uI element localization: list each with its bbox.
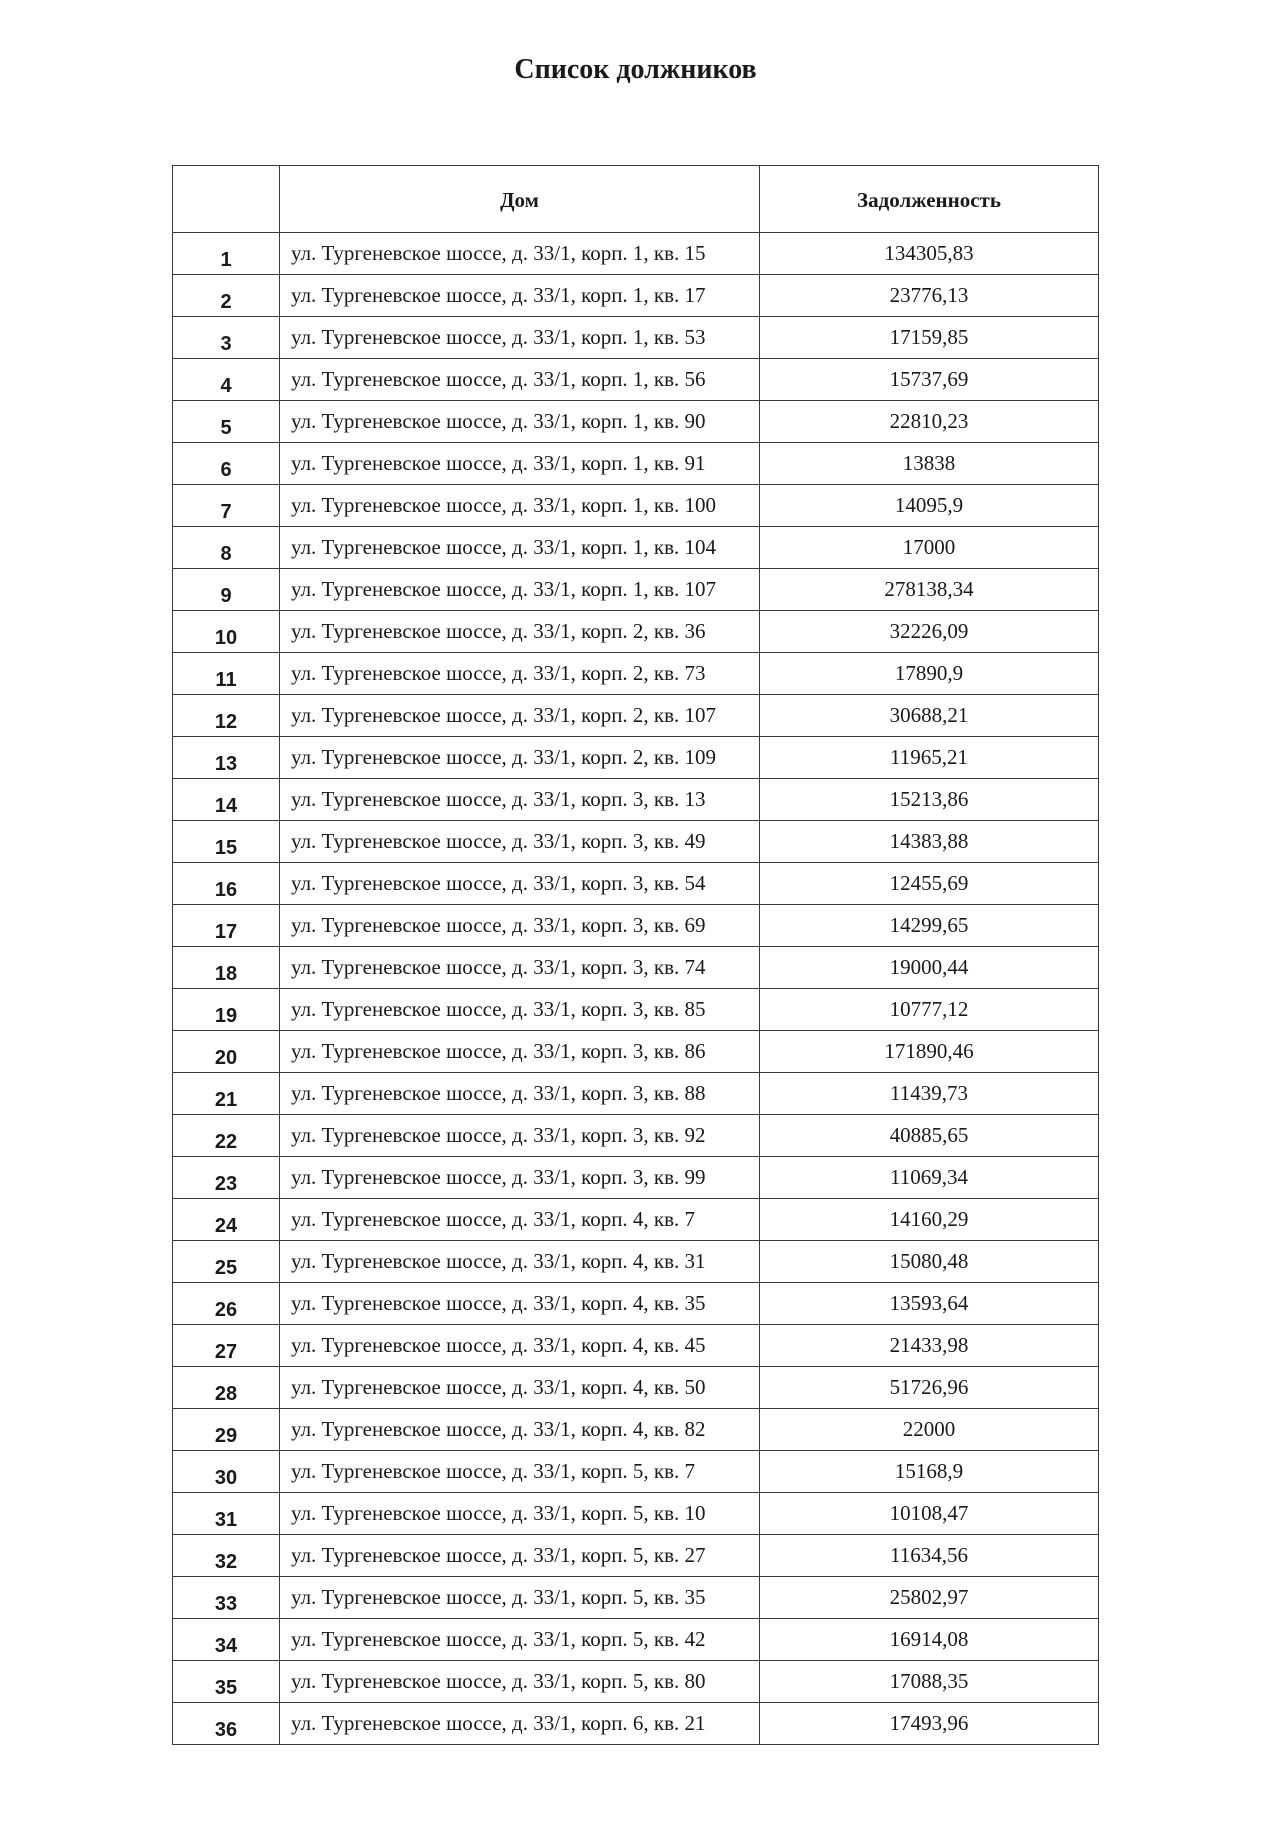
row-address: ул. Тургеневское шоссе, д. 33/1, корп. 4, кв. 7 (280, 1199, 760, 1241)
row-debt: 10108,47 (760, 1493, 1099, 1535)
table-row (173, 317, 1099, 359)
row-number: 17 (173, 905, 280, 947)
row-number: 4 (173, 359, 280, 401)
row-address: ул. Тургеневское шоссе, д. 33/1, корп. 1, кв. 91 (280, 443, 760, 485)
table-row (173, 485, 1099, 527)
table-row (173, 737, 1099, 779)
row-debt: 17890,9 (760, 653, 1099, 695)
row-debt: 134305,83 (760, 233, 1099, 275)
table-row (173, 1367, 1099, 1409)
table-row (173, 1157, 1099, 1199)
table-row (173, 1577, 1099, 1619)
row-number: 15 (173, 821, 280, 863)
row-debt: 32226,09 (760, 611, 1099, 653)
row-address: ул. Тургеневское шоссе, д. 33/1, корп. 1, кв. 56 (280, 359, 760, 401)
row-number: 18 (173, 947, 280, 989)
row-address: ул. Тургеневское шоссе, д. 33/1, корп. 3, кв. 54 (280, 863, 760, 905)
row-debt: 15168,9 (760, 1451, 1099, 1493)
table-row (173, 569, 1099, 611)
row-debt: 15213,86 (760, 779, 1099, 821)
row-debt: 11439,73 (760, 1073, 1099, 1115)
row-number: 35 (173, 1661, 280, 1703)
row-debt: 23776,13 (760, 275, 1099, 317)
row-address: ул. Тургеневское шоссе, д. 33/1, корп. 2, кв. 73 (280, 653, 760, 695)
table-row (173, 821, 1099, 863)
row-number: 7 (173, 485, 280, 527)
row-address: ул. Тургеневское шоссе, д. 33/1, корп. 4, кв. 45 (280, 1325, 760, 1367)
table-row (173, 863, 1099, 905)
row-address: ул. Тургеневское шоссе, д. 33/1, корп. 1, кв. 104 (280, 527, 760, 569)
row-address: ул. Тургеневское шоссе, д. 33/1, корп. 4, кв. 82 (280, 1409, 760, 1451)
row-number: 34 (173, 1619, 280, 1661)
row-address: ул. Тургеневское шоссе, д. 33/1, корп. 1, кв. 53 (280, 317, 760, 359)
row-address: ул. Тургеневское шоссе, д. 33/1, корп. 5, кв. 35 (280, 1577, 760, 1619)
row-address: ул. Тургеневское шоссе, д. 33/1, корп. 3, кв. 49 (280, 821, 760, 863)
row-number: 29 (173, 1409, 280, 1451)
row-debt: 17159,85 (760, 317, 1099, 359)
table-row (173, 611, 1099, 653)
row-address: ул. Тургеневское шоссе, д. 33/1, корп. 4, кв. 35 (280, 1283, 760, 1325)
row-number: 27 (173, 1325, 280, 1367)
row-address: ул. Тургеневское шоссе, д. 33/1, корп. 3, кв. 88 (280, 1073, 760, 1115)
row-address: ул. Тургеневское шоссе, д. 33/1, корп. 4, кв. 31 (280, 1241, 760, 1283)
row-number: 36 (173, 1703, 280, 1745)
row-debt: 171890,46 (760, 1031, 1099, 1073)
table-row (173, 1661, 1099, 1703)
row-number: 12 (173, 695, 280, 737)
row-debt: 40885,65 (760, 1115, 1099, 1157)
table-row (173, 1325, 1099, 1367)
row-debt: 15737,69 (760, 359, 1099, 401)
table-row (173, 1031, 1099, 1073)
table-row (173, 233, 1099, 275)
table-row (173, 779, 1099, 821)
row-debt: 14160,29 (760, 1199, 1099, 1241)
row-number: 20 (173, 1031, 280, 1073)
table-row (173, 275, 1099, 317)
table-row (173, 1493, 1099, 1535)
row-number: 28 (173, 1367, 280, 1409)
row-address: ул. Тургеневское шоссе, д. 33/1, корп. 5, кв. 10 (280, 1493, 760, 1535)
row-address: ул. Тургеневское шоссе, д. 33/1, корп. 5, кв. 42 (280, 1619, 760, 1661)
table-row (173, 1073, 1099, 1115)
row-debt: 14383,88 (760, 821, 1099, 863)
row-number: 31 (173, 1493, 280, 1535)
row-number: 10 (173, 611, 280, 653)
row-number: 9 (173, 569, 280, 611)
table-row (173, 1199, 1099, 1241)
row-debt: 30688,21 (760, 695, 1099, 737)
table-row (173, 401, 1099, 443)
table-row (173, 1283, 1099, 1325)
page-title: Список должников (514, 54, 757, 85)
row-number: 6 (173, 443, 280, 485)
table-row (173, 1535, 1099, 1577)
row-address: ул. Тургеневское шоссе, д. 33/1, корп. 3, кв. 85 (280, 989, 760, 1031)
row-address: ул. Тургеневское шоссе, д. 33/1, корп. 5, кв. 80 (280, 1661, 760, 1703)
header-row (173, 166, 1099, 233)
row-number: 26 (173, 1283, 280, 1325)
row-debt: 11634,56 (760, 1535, 1099, 1577)
table-row (173, 989, 1099, 1031)
row-debt: 14095,9 (760, 485, 1099, 527)
header-debt-cell: Задолженность (760, 166, 1099, 233)
row-debt: 13593,64 (760, 1283, 1099, 1325)
table-body (173, 233, 1099, 1745)
row-debt: 17088,35 (760, 1661, 1099, 1703)
row-number: 16 (173, 863, 280, 905)
row-number: 3 (173, 317, 280, 359)
table-row (173, 905, 1099, 947)
row-number: 11 (173, 653, 280, 695)
row-number: 14 (173, 779, 280, 821)
row-address: ул. Тургеневское шоссе, д. 33/1, корп. 3, кв. 69 (280, 905, 760, 947)
row-address: ул. Тургеневское шоссе, д. 33/1, корп. 3, кв. 13 (280, 779, 760, 821)
row-number: 5 (173, 401, 280, 443)
table-row (173, 443, 1099, 485)
row-debt: 22000 (760, 1409, 1099, 1451)
row-address: ул. Тургеневское шоссе, д. 33/1, корп. 3, кв. 86 (280, 1031, 760, 1073)
table-row (173, 1451, 1099, 1493)
row-number: 21 (173, 1073, 280, 1115)
row-number: 23 (173, 1157, 280, 1199)
row-debt: 15080,48 (760, 1241, 1099, 1283)
row-debt: 19000,44 (760, 947, 1099, 989)
row-address: ул. Тургеневское шоссе, д. 33/1, корп. 2, кв. 36 (280, 611, 760, 653)
row-debt: 11069,34 (760, 1157, 1099, 1199)
table-row (173, 1703, 1099, 1745)
row-address: ул. Тургеневское шоссе, д. 33/1, корп. 5, кв. 7 (280, 1451, 760, 1493)
row-debt: 25802,97 (760, 1577, 1099, 1619)
row-number: 30 (173, 1451, 280, 1493)
row-debt: 11965,21 (760, 737, 1099, 779)
row-number: 19 (173, 989, 280, 1031)
row-number: 13 (173, 737, 280, 779)
row-number: 2 (173, 275, 280, 317)
row-debt: 14299,65 (760, 905, 1099, 947)
row-address: ул. Тургеневское шоссе, д. 33/1, корп. 1, кв. 100 (280, 485, 760, 527)
row-address: ул. Тургеневское шоссе, д. 33/1, корп. 1, кв. 90 (280, 401, 760, 443)
table-row (173, 359, 1099, 401)
row-debt: 12455,69 (760, 863, 1099, 905)
row-address: ул. Тургеневское шоссе, д. 33/1, корп. 2, кв. 107 (280, 695, 760, 737)
row-number: 24 (173, 1199, 280, 1241)
table-row (173, 947, 1099, 989)
table-row (173, 653, 1099, 695)
row-debt: 278138,34 (760, 569, 1099, 611)
table-row (173, 1241, 1099, 1283)
row-debt: 10777,12 (760, 989, 1099, 1031)
row-address: ул. Тургеневское шоссе, д. 33/1, корп. 6, кв. 21 (280, 1703, 760, 1745)
table-row (173, 1409, 1099, 1451)
row-address: ул. Тургеневское шоссе, д. 33/1, корп. 2, кв. 109 (280, 737, 760, 779)
row-address: ул. Тургеневское шоссе, д. 33/1, корп. 4, кв. 50 (280, 1367, 760, 1409)
table-header (173, 166, 1099, 233)
row-debt: 17000 (760, 527, 1099, 569)
row-number: 25 (173, 1241, 280, 1283)
table-row (173, 527, 1099, 569)
row-number: 8 (173, 527, 280, 569)
table-row (173, 1619, 1099, 1661)
row-debt: 22810,23 (760, 401, 1099, 443)
row-number: 32 (173, 1535, 280, 1577)
row-debt: 21433,98 (760, 1325, 1099, 1367)
row-number: 33 (173, 1577, 280, 1619)
header-address-cell: Дом (280, 166, 760, 233)
table-row (173, 695, 1099, 737)
row-number: 22 (173, 1115, 280, 1157)
row-address: ул. Тургеневское шоссе, д. 33/1, корп. 1, кв. 17 (280, 275, 760, 317)
row-debt: 51726,96 (760, 1367, 1099, 1409)
row-address: ул. Тургеневское шоссе, д. 33/1, корп. 3, кв. 99 (280, 1157, 760, 1199)
row-address: ул. Тургеневское шоссе, д. 33/1, корп. 3, кв. 92 (280, 1115, 760, 1157)
row-address: ул. Тургеневское шоссе, д. 33/1, корп. 5, кв. 27 (280, 1535, 760, 1577)
row-debt: 13838 (760, 443, 1099, 485)
row-address: ул. Тургеневское шоссе, д. 33/1, корп. 3, кв. 74 (280, 947, 760, 989)
row-address: ул. Тургеневское шоссе, д. 33/1, корп. 1, кв. 15 (280, 233, 760, 275)
table-row (173, 1115, 1099, 1157)
row-debt: 17493,96 (760, 1703, 1099, 1745)
row-address: ул. Тургеневское шоссе, д. 33/1, корп. 1, кв. 107 (280, 569, 760, 611)
header-number-cell (173, 166, 280, 233)
row-number: 1 (173, 233, 280, 275)
debtors-table (172, 165, 1099, 1745)
row-debt: 16914,08 (760, 1619, 1099, 1661)
